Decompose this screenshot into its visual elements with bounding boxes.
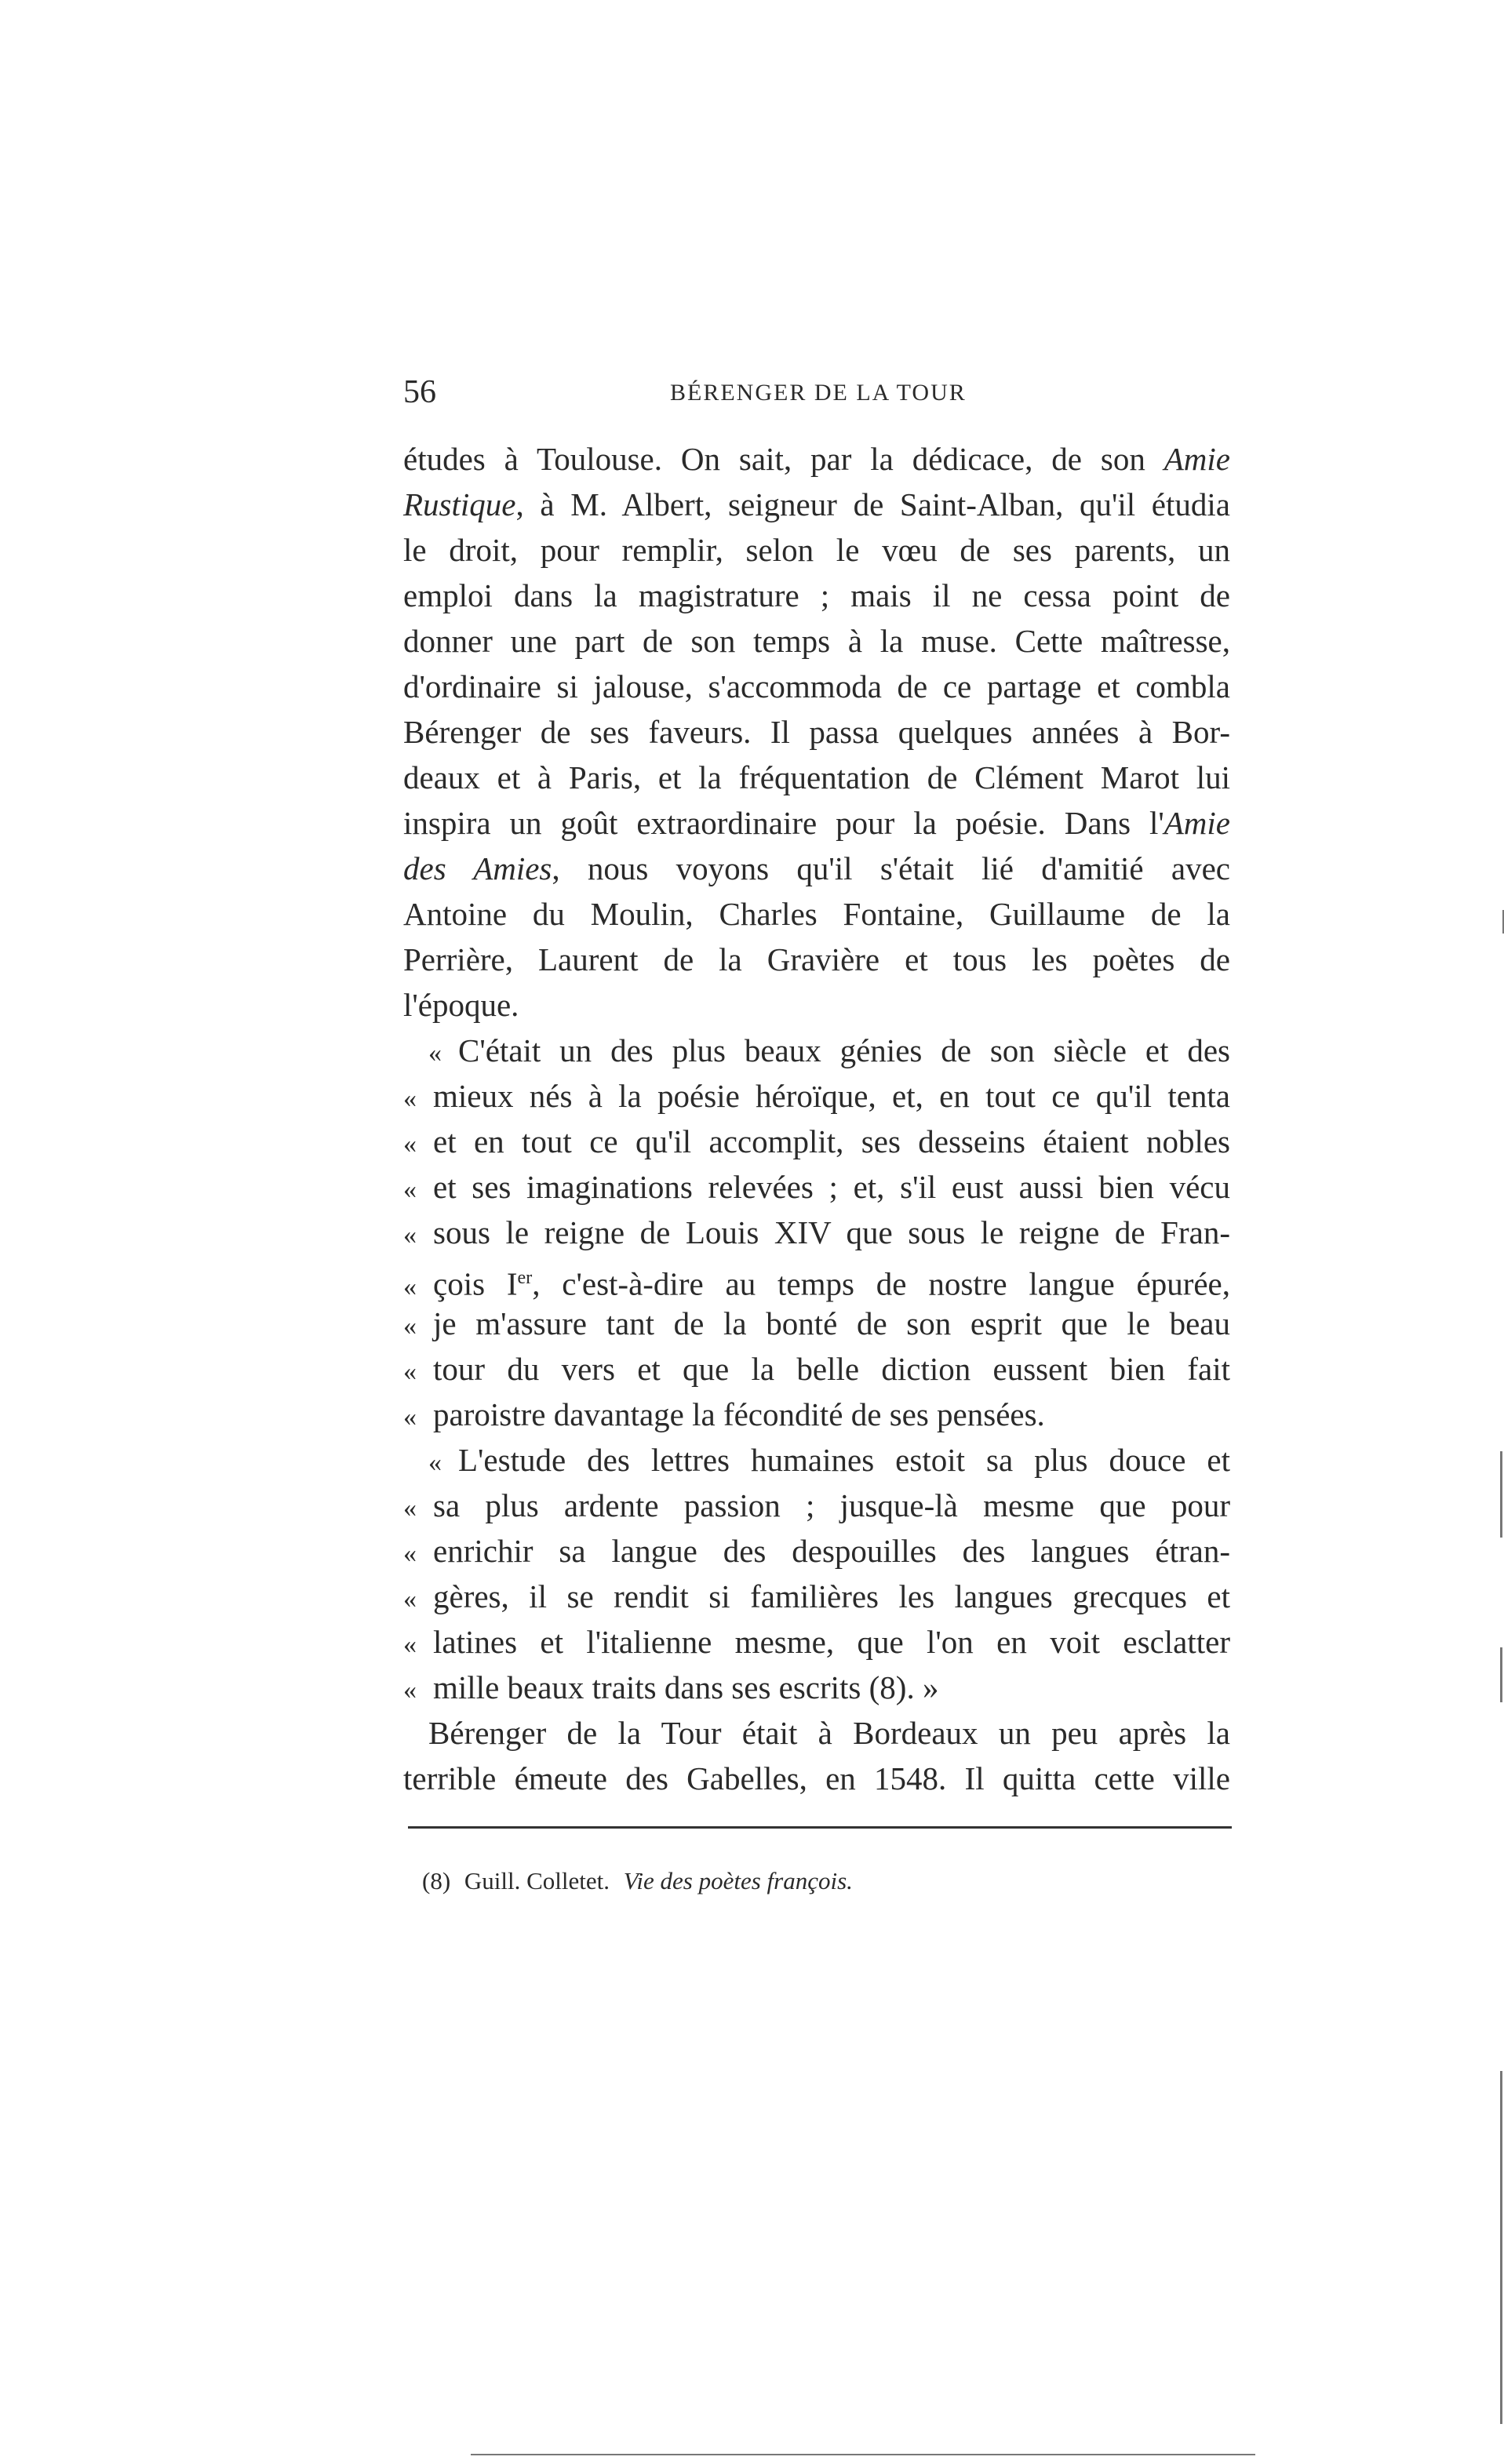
quote-mark: «: [403, 1130, 417, 1159]
quote-line: « et en tout ce qu'il accomplit, ses desseins étaient nobles: [403, 1119, 1230, 1164]
quote-line: « C'était un des plus beaux génies de son siècle et des: [403, 1028, 1230, 1073]
text-line: études à Toulouse. On sait, par la dédicace, de son Amie: [403, 441, 1230, 477]
text-line: Bérenger de la Tour était à Bordeaux un peu après la: [428, 1715, 1230, 1751]
quote-line: « et ses imaginations relevées ; et, s'il eust aussi bien vécu: [403, 1164, 1230, 1210]
scan-speck: [1500, 1451, 1502, 1538]
text-line: des Amies, nous voyons qu'il s'était lié d'amitié avec: [403, 850, 1230, 886]
quote-line: « paroistre davantage la fécondité de ses pensées.: [403, 1392, 1230, 1437]
quote-mark: «: [403, 1539, 417, 1568]
quote-line: « mieux nés à la poésie héroïque, et, en tout ce qu'il tenta: [403, 1073, 1230, 1119]
text-line: Bérenger de ses faveurs. Il passa quelques années à Bor-: [403, 714, 1230, 750]
quote-mark: «: [403, 1494, 417, 1523]
text-line: d'ordinaire si jalouse, s'accommoda de ce partage et combla: [403, 668, 1230, 704]
text-line: Perrière, Laurent de la Gravière et tous les poètes de: [403, 941, 1230, 977]
text-line: donner une part de son temps à la muse. Cette maîtresse,: [403, 623, 1230, 659]
quote-line: « gères, il se rendit si familières les langues grecques et: [403, 1574, 1230, 1619]
footnote: [422, 1867, 853, 1895]
scan-speck: [1500, 1647, 1502, 1702]
quote-line: « tour du vers et que la belle diction eussent bien fait: [403, 1346, 1230, 1392]
quotation-1: [403, 1028, 1230, 1437]
scan-speck: [471, 2454, 1255, 2455]
footnote-author: Guill. Colletet.: [464, 1867, 610, 1894]
paragraph-1: [403, 436, 1230, 1028]
text-line: l'époque.: [403, 987, 519, 1023]
paragraph-3: [403, 1710, 1230, 1801]
footnote-marker: (8): [422, 1867, 451, 1894]
quote-line: « L'estude des lettres humaines estoit sa plus douce et: [403, 1437, 1230, 1483]
quote-mark: «: [403, 1272, 417, 1301]
quote-line: « latines et l'italienne mesme, que l'on en voit esclatter: [403, 1619, 1230, 1665]
scan-speck: [1500, 2071, 1502, 2424]
quote-mark: «: [403, 1312, 417, 1341]
footnote-title: Vie des poètes françois.: [623, 1867, 853, 1894]
running-head: BÉRENGER DE LA TOUR: [670, 380, 967, 406]
quote-mark: «: [428, 1448, 442, 1477]
quote-mark: «: [403, 1676, 417, 1705]
text-line: le droit, pour remplir, selon le vœu de ses parents, un: [403, 532, 1230, 568]
page-header: [403, 373, 1230, 420]
text-line: Antoine du Moulin, Charles Fontaine, Guillaume de la: [403, 896, 1230, 932]
quote-mark: «: [403, 1630, 417, 1659]
quote-mark: «: [403, 1357, 417, 1386]
quote-line: « mille beaux traits dans ses escrits (8). »: [403, 1665, 1230, 1710]
text-line: inspira un goût extraordinaire pour la poésie. Dans l'Amie: [403, 805, 1230, 841]
quote-line: « je m'assure tant de la bonté de son esprit que le beau: [403, 1301, 1230, 1346]
page-number: 56: [403, 374, 436, 410]
quotation-2: [403, 1437, 1230, 1710]
quote-mark: «: [428, 1039, 442, 1068]
quote-line: « sa plus ardente passion ; jusque-là mesme que pour: [403, 1483, 1230, 1528]
quote-line: « enrichir sa langue des despouilles des langues étran-: [403, 1528, 1230, 1574]
quote-mark: «: [403, 1585, 417, 1614]
superscript: er: [517, 1268, 533, 1288]
quote-mark: «: [403, 1403, 417, 1432]
quote-mark: «: [403, 1084, 417, 1113]
quote-mark: «: [403, 1175, 417, 1204]
quote-line: « sous le reigne de Louis XIV que sous le reigne de Fran-: [403, 1210, 1230, 1255]
text-line: deaux et à Paris, et la fréquentation de Clément Marot lui: [403, 759, 1230, 795]
text-line: emploi dans la magistrature ; mais il ne cessa point de: [403, 577, 1230, 613]
quote-mark: «: [403, 1221, 417, 1250]
body-text: [403, 436, 1230, 1801]
text-line: terrible émeute des Gabelles, en 1548. Il quitta cette ville: [403, 1760, 1230, 1796]
quote-line: « çois Ier, c'est-à-dire au temps de nostre langue épurée,: [403, 1255, 1230, 1301]
footnote-rule: [408, 1826, 1232, 1829]
text-line: Rustique, à M. Albert, seigneur de Saint-Alban, qu'il étudia: [403, 486, 1230, 522]
